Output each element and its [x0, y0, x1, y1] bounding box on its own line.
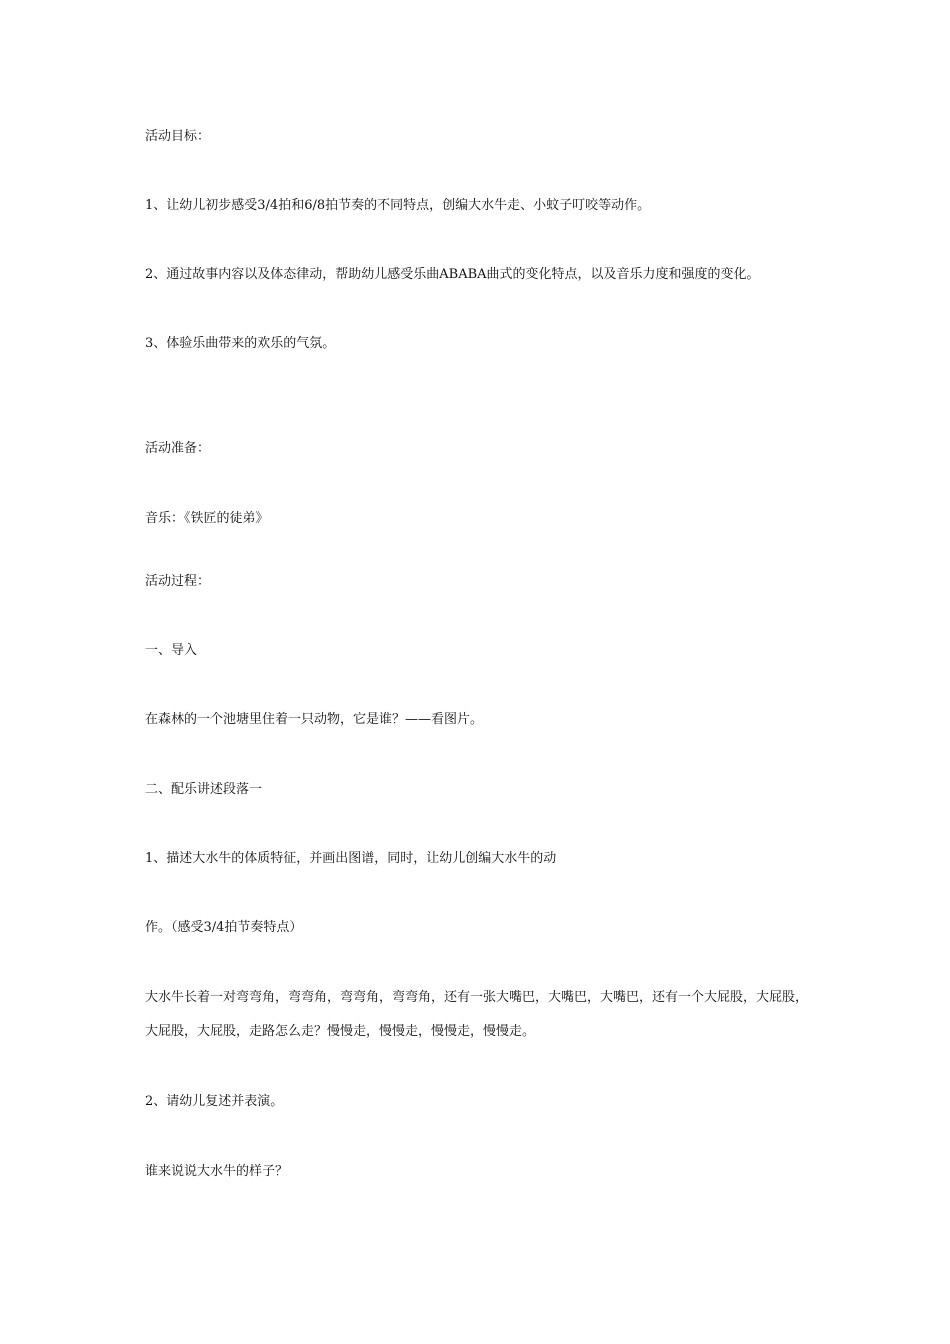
process-step-1-text: 在森林的一个池塘里住着一只动物，它是谁？——看图片。 [145, 712, 484, 727]
process-step-2-heading: 二、配乐讲述段落一 [145, 782, 263, 797]
process-step-2-item-1: 1、描述大水牛的体质特征，并画出图谱，同时，让幼儿创编大水牛的动 [145, 851, 557, 866]
goal-item-2: 2、通过故事内容以及体态律动，帮助幼儿感受乐曲ABABA曲式的变化特点，以及音乐力度和强度的变化。 [145, 267, 760, 282]
process-step-2-item-2: 2、请幼儿复述并表演。 [145, 1094, 284, 1109]
story-paragraph: 大水牛长着一对弯弯角，弯弯角，弯弯角，弯弯角，还有一张大嘴巴，大嘴巴，大嘴巴，还有一个大屁股，大屁股，大屁股，大屁股，走路怎么走？慢慢走，慢慢走，慢慢走，慢慢走。 [145, 990, 809, 1039]
section-heading-preparation: 活动准备： [145, 441, 211, 456]
goal-item-3: 3、体验乐曲带来的欢乐的气氛。 [145, 336, 336, 351]
goal-item-1: 1、让幼儿初步感受3/4拍和6/8拍节奏的不同特点，创编大水牛走、小蚊子叮咬等动作。 [145, 198, 651, 213]
preparation-music: 音乐：《铁匠的徒弟》 [145, 511, 269, 526]
process-step-1-heading: 一、导入 [145, 643, 198, 658]
section-heading-goals: 活动目标： [145, 129, 211, 144]
process-step-2-item-1-continued: 作。（感受3/4拍节奏特点） [145, 920, 303, 935]
question-text: 谁来说说大水牛的样子？ [145, 1164, 289, 1179]
section-heading-process: 活动过程： [145, 574, 211, 589]
